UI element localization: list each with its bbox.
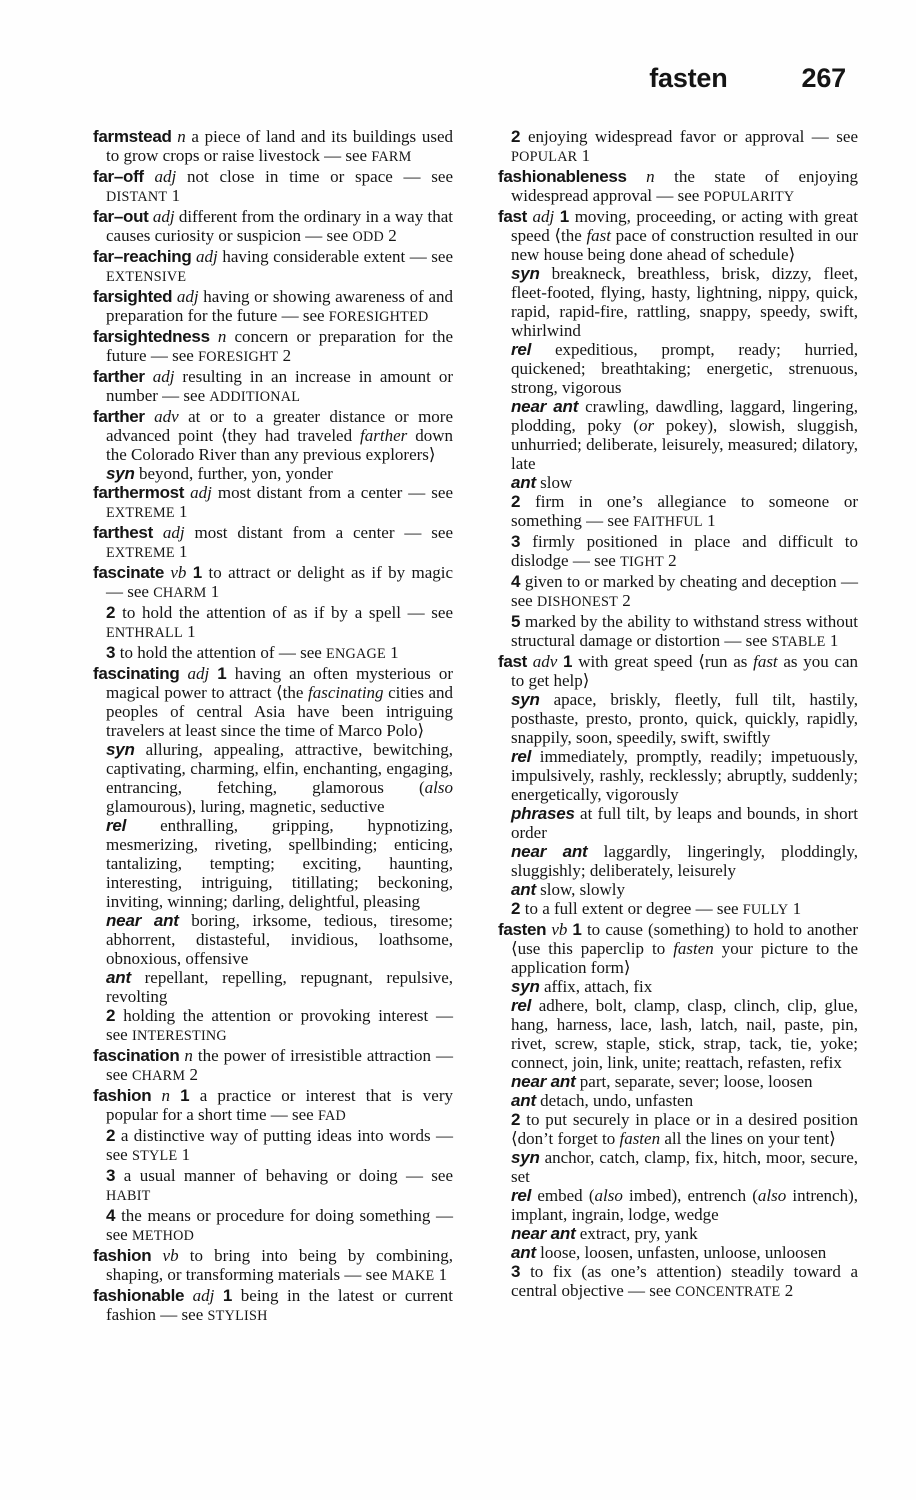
definition-text: different from the ordinary in a way that causes curiosity or suspicion — see: [106, 207, 453, 245]
entry-paragraph: [93, 563, 453, 603]
part-of-speech: adv: [154, 407, 179, 426]
definition-text: to bring into being by combining, shaping, or transforming materials — see: [106, 1246, 453, 1284]
sense-number: 2: [511, 127, 521, 146]
semantic-label: near ant: [511, 1224, 576, 1243]
definition-text: with great speed ⟨run as: [572, 652, 754, 671]
sense-number: 2: [511, 1110, 521, 1129]
headword: farthermost: [93, 483, 185, 502]
definition-text: 1: [206, 582, 220, 601]
definition-text: anchor, catch, clamp, fix, hitch, moor, secure, set: [511, 1148, 858, 1186]
semantic-label: near ant: [511, 842, 588, 861]
headword: farmstead: [93, 127, 172, 146]
semantic-label: syn: [511, 977, 540, 996]
semantic-label: ant: [511, 473, 536, 492]
running-head: [93, 63, 846, 94]
definition-text: as you can to get help⟩: [511, 652, 859, 690]
definition-text: 1: [825, 631, 839, 650]
part-of-speech: adj: [162, 523, 185, 542]
definition-text: given to or marked by cheating and deception — see: [511, 572, 858, 610]
sense-number: 1: [180, 1086, 190, 1105]
cross-reference: FORESIGHTED: [328, 309, 429, 325]
cross-reference: FORESIGHT: [198, 349, 279, 365]
definition-text: loose, loosen, unfasten, unloose, unloosen: [535, 1243, 827, 1262]
definition-text: [145, 407, 154, 426]
definition-text: marked by the ability to withstand stress without structural damage or distortion — see: [511, 612, 858, 650]
definition-text: 2: [618, 591, 631, 610]
definition-text: to cause (something) to hold to another ⟨use this paperclip to: [511, 920, 858, 958]
definition-text: your picture to the application form⟩: [511, 939, 858, 977]
sense-paragraph: [498, 1110, 858, 1148]
definition-text: to fix (as one’s attention) steadily toward a central objective — see: [511, 1262, 858, 1300]
example-word: farther: [360, 426, 408, 445]
sense-number: 2: [511, 899, 521, 918]
semantic-label: phrases: [511, 804, 575, 823]
entry-paragraph: [93, 483, 453, 523]
definition-text: crawling, dawdling, laggard, lingering, plodding, poky (: [511, 397, 858, 435]
definition-text: 2: [780, 1281, 794, 1300]
definition-text: affix, attach, fix: [539, 977, 653, 996]
cross-reference: DISHONEST: [536, 594, 619, 610]
semantic-label: near ant: [511, 1072, 576, 1091]
cross-reference: FAD: [317, 1108, 347, 1124]
definition-text: part, separate, sever; loose, loosen: [575, 1072, 813, 1091]
semantic-label: ant: [511, 880, 536, 899]
definition-text: [144, 167, 155, 186]
sense-number: 5: [511, 612, 521, 631]
sense-paragraph: [498, 1243, 858, 1262]
definition-text: to put securely in place or in a desired position ⟨don’t forget to: [511, 1110, 858, 1148]
entry-paragraph: [93, 247, 453, 287]
sense-number: 3: [106, 1166, 116, 1185]
definition-text: 1: [174, 502, 188, 521]
sense-paragraph: [498, 899, 858, 920]
sense-paragraph: [93, 643, 453, 664]
semantic-label: syn: [106, 464, 135, 483]
definition-text: [153, 523, 163, 542]
definition-text: a piece of land and its buildings used to grow crops or raise livestock — see: [106, 127, 453, 165]
definition-text: the state of enjoying widespread approval — see: [511, 167, 859, 205]
semantic-label: rel: [511, 1186, 532, 1205]
sense-paragraph: [498, 1186, 858, 1224]
entry-paragraph: [498, 167, 858, 207]
headword: fast: [498, 207, 528, 226]
sense-number: 3: [511, 532, 521, 551]
sense-number: 4: [106, 1206, 116, 1225]
definition-text: 1: [385, 643, 399, 662]
sense-paragraph: [498, 340, 858, 397]
definition-text: having considerable extent — see: [217, 247, 454, 266]
definition-text: enthralling, gripping, hypnotizing, mesmerizing, riveting, spellbinding; enticing, tantalizing, tempting; exciting, haunting, interesting, intriguing, titillating; beckoning, inviting, winning; darling, delightful, pleasing: [106, 816, 453, 911]
definition-text: 1: [788, 899, 802, 918]
sense-paragraph: [498, 747, 858, 804]
cross-reference: POPULAR: [511, 149, 578, 165]
cross-reference: ODD: [352, 229, 384, 245]
example-word: also: [757, 1186, 787, 1205]
definition-text: 1: [167, 186, 181, 205]
definition-text: at full tilt, by leaps and bounds, in short order: [511, 804, 858, 842]
definition-text: down the Colorado River than any previous explorers⟩: [106, 426, 454, 464]
entry-paragraph: [93, 1286, 453, 1326]
entry-paragraph: [93, 127, 453, 167]
definition-text: imbed), entrench (: [622, 1186, 758, 1205]
cross-reference: CHARM: [131, 1068, 186, 1084]
entry-paragraph: [93, 664, 453, 740]
definition-text: to attract or delight as if by magic — see: [106, 563, 454, 601]
sense-number: 1: [563, 652, 573, 671]
part-of-speech: adj: [196, 247, 218, 266]
entry-paragraph: [498, 652, 858, 690]
sense-number: 1: [559, 207, 570, 226]
headword: farsightedness: [93, 327, 210, 346]
entry-paragraph: [93, 327, 453, 367]
right-column: [498, 127, 858, 1326]
definition-text: 1: [434, 1265, 448, 1284]
definition-text: a practice or interest that is very popular for a short time — see: [106, 1086, 453, 1124]
definition-text: moving, proceeding, or acting with great speed ⟨the: [511, 207, 858, 245]
semantic-label: near ant: [106, 911, 179, 930]
example-word: also: [424, 778, 453, 797]
definition-text: [151, 1246, 162, 1265]
cross-reference: EXTREME: [106, 545, 175, 561]
definition-text: [145, 367, 153, 386]
cross-reference: TIGHT: [620, 554, 664, 570]
left-column: [93, 127, 453, 1326]
definition-text: to a full extent or degree — see: [520, 899, 743, 918]
entry-paragraph: [498, 920, 858, 977]
definition-text: all the lines on your tent⟩: [660, 1129, 836, 1148]
definition-text: 1: [577, 146, 591, 165]
sense-paragraph: [498, 1091, 858, 1110]
headword: far–reaching: [93, 247, 192, 266]
part-of-speech: adj: [187, 664, 210, 683]
sense-paragraph: [93, 1206, 453, 1246]
example-word: fasten: [673, 939, 714, 958]
sense-paragraph: [93, 1126, 453, 1166]
example-word: also: [594, 1186, 623, 1205]
entry-paragraph: [93, 1246, 453, 1286]
part-of-speech: n: [161, 1086, 170, 1105]
definition-text: at or to a greater distance or more advanced point ⟨they had traveled: [106, 407, 454, 445]
sense-number: 2: [511, 492, 521, 511]
entry-paragraph: [93, 407, 453, 464]
definition-text: [214, 1286, 222, 1305]
cross-reference: CONCENTRATE: [675, 1284, 781, 1300]
definition-text: intrench), implant, ingrain, lodge, wedge: [511, 1186, 858, 1224]
cross-reference: ADDITIONAL: [209, 389, 301, 405]
semantic-label: syn: [511, 1148, 540, 1167]
entry-paragraph: [93, 1046, 453, 1086]
definition-text: having an often mysterious or magical power to attract ⟨the: [106, 664, 453, 702]
semantic-label: syn: [511, 690, 540, 709]
sense-paragraph: [498, 977, 858, 996]
cross-reference: HABIT: [106, 1188, 151, 1204]
sense-paragraph: [498, 842, 858, 880]
sense-paragraph: [498, 1148, 858, 1186]
definition-text: the power of irresistible attraction — see: [106, 1046, 453, 1084]
headword: far–out: [93, 207, 149, 226]
definition-text: pace of construction resulted in our new house being done ahead of schedule⟩: [511, 226, 858, 264]
cross-reference: FARM: [371, 149, 412, 165]
definition-text: holding the attention or provoking interest — see: [106, 1006, 453, 1044]
definition-text: having or showing awareness of and preparation for the future — see: [106, 287, 453, 325]
headword: fascination: [93, 1046, 180, 1065]
cross-reference: EXTREME: [106, 505, 175, 521]
headword: farthest: [93, 523, 153, 542]
entry-paragraph: [93, 367, 453, 407]
definition-text: to hold the attention of — see: [115, 643, 327, 662]
part-of-speech: n: [177, 127, 186, 146]
part-of-speech: adj: [192, 1286, 215, 1305]
sense-paragraph: [498, 804, 858, 842]
definition-text: resulting in an increase in amount or number — see: [106, 367, 453, 405]
example-word: fast: [753, 652, 778, 671]
headword: fasten: [498, 920, 547, 939]
headword: farther: [93, 407, 145, 426]
sense-paragraph: [498, 532, 858, 572]
cross-reference: CHARM: [153, 585, 207, 601]
definition-text: repellant, repelling, repugnant, repulsive, revolting: [106, 968, 453, 1006]
semantic-label: ant: [106, 968, 131, 987]
cross-reference: EXTENSIVE: [106, 269, 187, 285]
cross-reference: ENTHRALL: [106, 625, 183, 641]
definition-text: detach, undo, unfasten: [535, 1091, 694, 1110]
definition-text: firmly positioned in place and difficult to dislodge — see: [511, 532, 858, 570]
sense-paragraph: [93, 464, 453, 483]
headword: fast: [498, 652, 528, 671]
sense-paragraph: [498, 492, 858, 532]
definition-text: pokey), slowish, sluggish, unhurried; deliberate, leisurely, measured; dilatory, late: [511, 416, 859, 473]
headword: farther: [93, 367, 145, 386]
headword: far–off: [93, 167, 144, 186]
definition-text: [151, 1086, 161, 1105]
sense-number: 4: [511, 572, 521, 591]
definition-text: 2: [185, 1065, 199, 1084]
definition-text: slow, slowly: [535, 880, 626, 899]
definition-text: beyond, further, yon, yonder: [134, 464, 333, 483]
example-word: fasten: [619, 1129, 661, 1148]
definition-text: not close in time or space — see: [176, 167, 453, 186]
definition-text: firm in one’s allegiance to someone or something — see: [511, 492, 858, 530]
definition-text: most distant from a center — see: [211, 483, 453, 502]
definition-text: boring, irksome, tedious, tiresome; abhorrent, distasteful, invidious, loathsome, obnoxious, offensive: [106, 911, 453, 968]
sense-paragraph: [498, 690, 858, 747]
sense-paragraph: [498, 1262, 858, 1302]
definition-text: slow: [535, 473, 573, 492]
semantic-label: syn: [511, 264, 540, 283]
definition-text: most distant from a center — see: [184, 523, 453, 542]
cross-reference: FAITHFUL: [633, 514, 703, 530]
sense-number: 2: [106, 1126, 116, 1145]
sense-paragraph: [498, 572, 858, 612]
sense-paragraph: [93, 740, 453, 816]
part-of-speech: adj: [176, 287, 199, 306]
cross-reference: STYLISH: [207, 1308, 268, 1324]
sense-paragraph: [498, 1224, 858, 1243]
definition-text: 1: [702, 511, 716, 530]
sense-number: 2: [106, 603, 116, 622]
part-of-speech: adj: [532, 207, 555, 226]
headword: fascinate: [93, 563, 165, 582]
definition-text: 1: [174, 542, 188, 561]
definition-text: enjoying widespread favor or approval — see: [520, 127, 858, 146]
definition-text: [170, 1086, 180, 1105]
sense-paragraph: [93, 1006, 453, 1046]
cross-reference: FULLY: [742, 902, 789, 918]
example-word: fast: [586, 226, 611, 245]
sense-number: 3: [106, 643, 116, 662]
definition-text: extract, pry, yank: [575, 1224, 698, 1243]
headword: fashion: [93, 1086, 152, 1105]
headword: fashion: [93, 1246, 152, 1265]
sense-paragraph: [93, 1166, 453, 1206]
part-of-speech: adj: [152, 207, 175, 226]
definition-text: alluring, appealing, attractive, bewitching, captivating, charming, elfin, enchanting, engaging, entrancing, fetching, glamorous (: [106, 740, 453, 797]
sense-paragraph: [93, 911, 453, 968]
definition-text: glamourous), luring, magnetic, seductive: [106, 797, 385, 816]
definition-text: to hold the attention of as if by a spell — see: [115, 603, 453, 622]
part-of-speech: adj: [152, 367, 175, 386]
definition-text: cities and peoples of central Asia have been intriguing travelers at least since the time of Marco Polo⟩: [106, 683, 454, 740]
sense-paragraph: [498, 127, 858, 167]
headword: fashionableness: [498, 167, 627, 186]
page-number: 267: [801, 63, 846, 93]
part-of-speech: n: [646, 167, 655, 186]
sense-paragraph: [498, 264, 858, 340]
sense-number: 2: [106, 1006, 116, 1025]
definition-text: expeditious, prompt, ready; hurried, quickened; breathtaking; energetic, strenuous, strong, vigorous: [511, 340, 858, 397]
sense-number: 1: [192, 563, 203, 582]
definition-text: 2: [278, 346, 292, 365]
entry-paragraph: [93, 167, 453, 207]
sense-paragraph: [93, 968, 453, 1006]
part-of-speech: n: [184, 1046, 193, 1065]
sense-paragraph: [498, 473, 858, 492]
text-columns: [93, 127, 858, 1326]
sense-paragraph: [498, 397, 858, 473]
definition-text: breakneck, breathless, brisk, dizzy, fleet, fleet-footed, flying, hasty, lightning, nippy, quick, rapid, rapid-fire, rattling, snappy, speedy, swift, whirlwind: [511, 264, 858, 340]
sense-number: 1: [222, 1286, 233, 1305]
definition-text: laggardly, lingeringly, ploddingly, sluggishly; deliberately, leisurely: [511, 842, 858, 880]
entry-paragraph: [93, 207, 453, 247]
definition-text: [184, 1286, 192, 1305]
entry-paragraph: [93, 1086, 453, 1126]
part-of-speech: adv: [532, 652, 558, 671]
example-word: or: [638, 416, 655, 435]
guide-word: fasten: [649, 63, 728, 93]
definition-text: [179, 664, 187, 683]
sense-paragraph: [498, 612, 858, 652]
semantic-label: ant: [511, 1091, 536, 1110]
entry-paragraph: [93, 287, 453, 327]
cross-reference: DISTANT: [106, 189, 168, 205]
part-of-speech: n: [217, 327, 227, 346]
semantic-label: ant: [511, 1243, 536, 1262]
definition-text: a distinctive way of putting ideas into words — see: [106, 1126, 453, 1164]
definition-text: a usual manner of behaving or doing — see: [115, 1166, 453, 1185]
definition-text: apace, briskly, fleetly, full tilt, hastily, posthaste, presto, pronto, quick, quickly, rapidly, snappily, soon, speedily, swift, swiftly: [511, 690, 858, 747]
part-of-speech: vb: [162, 1246, 179, 1265]
sense-number: 1: [572, 920, 582, 939]
sense-paragraph: [93, 603, 453, 643]
example-word: fascinating: [307, 683, 384, 702]
definition-text: [627, 167, 646, 186]
sense-paragraph: [498, 1072, 858, 1091]
cross-reference: METHOD: [131, 1228, 195, 1244]
sense-paragraph: [498, 996, 858, 1072]
cross-reference: STYLE: [131, 1148, 178, 1164]
semantic-label: near ant: [511, 397, 579, 416]
entry-paragraph: [498, 207, 858, 264]
definition-text: the means or procedure for doing something — see: [106, 1206, 453, 1244]
sense-paragraph: [93, 816, 453, 911]
headword: fascinating: [93, 664, 180, 683]
semantic-label: rel: [106, 816, 127, 835]
semantic-label: rel: [511, 996, 532, 1015]
definition-text: 2: [383, 226, 397, 245]
cross-reference: ENGAGE: [326, 646, 386, 662]
semantic-label: syn: [106, 740, 135, 759]
semantic-label: rel: [511, 747, 532, 766]
definition-text: immediately, promptly, readily; impetuously, impulsively, rashly, recklessly; abruptly, suddenly; energetically, vigorously: [511, 747, 858, 804]
headword: fashionable: [93, 1286, 185, 1305]
part-of-speech: adj: [190, 483, 212, 502]
sense-number: 3: [511, 1262, 521, 1281]
definition-text: 1: [177, 1145, 191, 1164]
definition-text: adhere, bolt, clamp, clasp, clinch, clip, glue, hang, harness, lace, lash, latch, nail, paste, pin, rivet, screw, staple, stick, strap, tack, tie, yoke; connect, join, link, unite; reattach, refasten, refix: [511, 996, 858, 1072]
part-of-speech: vb: [170, 563, 187, 582]
definition-text: 2: [663, 551, 677, 570]
definition-text: being in the latest or current fashion — see: [106, 1286, 454, 1324]
cross-reference: MAKE: [391, 1268, 435, 1284]
cross-reference: INTERESTING: [131, 1028, 227, 1044]
part-of-speech: vb: [551, 920, 568, 939]
definition-text: [210, 327, 218, 346]
sense-paragraph: [498, 880, 858, 899]
definition-text: concern or preparation for the future — see: [106, 327, 453, 365]
sense-number: 1: [217, 664, 227, 683]
definition-text: embed (: [531, 1186, 595, 1205]
entry-paragraph: [93, 523, 453, 563]
semantic-label: rel: [511, 340, 532, 359]
definition-text: 1: [182, 622, 196, 641]
cross-reference: STABLE: [771, 634, 826, 650]
cross-reference: POPULARITY: [703, 189, 795, 205]
part-of-speech: adj: [154, 167, 177, 186]
headword: farsighted: [93, 287, 173, 306]
